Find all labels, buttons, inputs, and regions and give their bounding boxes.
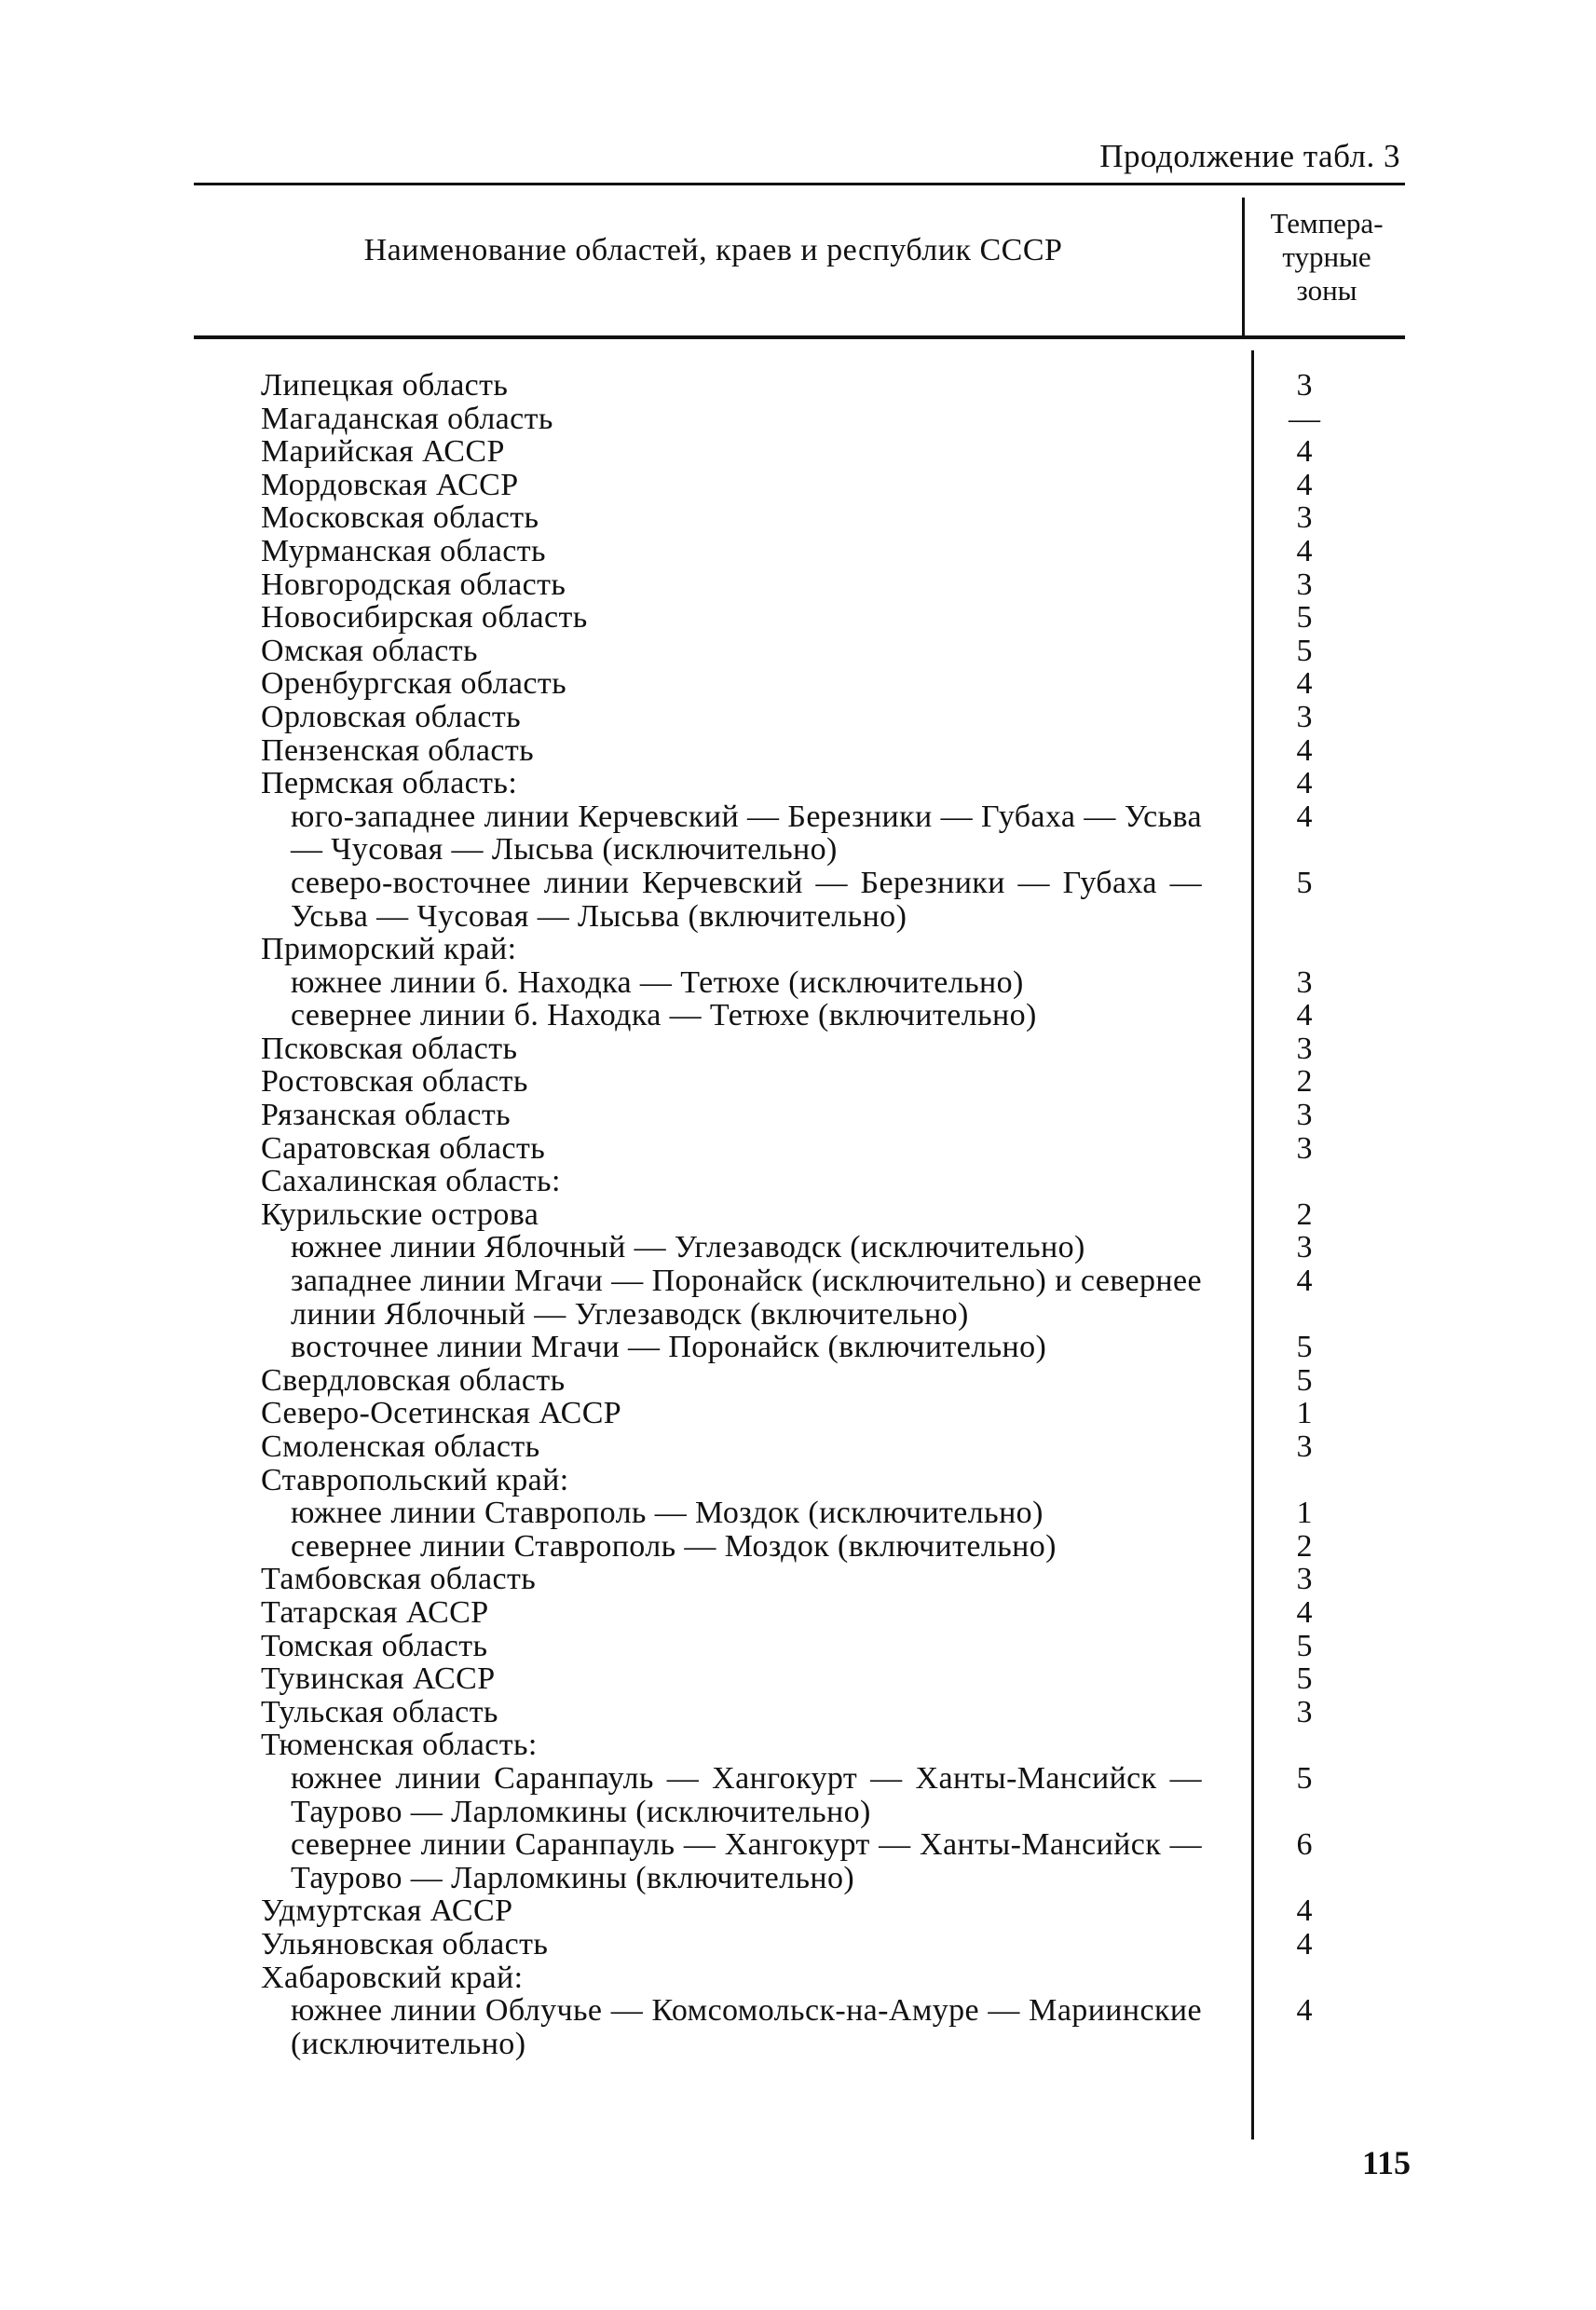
temperature-zone: 4 bbox=[1296, 467, 1313, 502]
temperature-zone: 4 bbox=[1296, 1264, 1313, 1299]
region-name: южнее линии Яблочный — Углезаводск (исключительно) bbox=[291, 1230, 1085, 1265]
table-row bbox=[261, 999, 1405, 1032]
temperature-zone: 3 bbox=[1296, 368, 1313, 403]
region-name: южнее линии Облучье — Комсомольск-на-Амуре — Мариинские (исключительно) bbox=[291, 1993, 1202, 2061]
region-name: Новгородская область bbox=[261, 567, 566, 602]
table-row bbox=[261, 1994, 1405, 2060]
table-row bbox=[261, 1331, 1405, 1364]
temperature-zone: 5 bbox=[1296, 1628, 1313, 1663]
table-row bbox=[261, 1961, 1405, 1995]
temperature-zone: 3 bbox=[1296, 964, 1313, 1000]
temperature-zone: 2 bbox=[1296, 1064, 1313, 1100]
table-row bbox=[261, 1662, 1405, 1696]
region-name: южнее линии б. Находка — Тетюхе (исключительно) bbox=[291, 964, 1024, 1000]
region-name: южнее линии Саранпауль — Хангокурт — Ханты-Мансийск — Таурово — Ларломкины (исключительно) bbox=[291, 1760, 1202, 1829]
temperature-zone: 4 bbox=[1296, 1893, 1313, 1929]
table-row bbox=[261, 635, 1405, 668]
temperature-zone: 3 bbox=[1296, 1031, 1313, 1066]
region-name: Мурманская область bbox=[261, 533, 546, 568]
region-name: Ростовская область bbox=[261, 1064, 528, 1100]
region-name: Саратовская область bbox=[261, 1130, 546, 1166]
table-row bbox=[261, 369, 1405, 403]
region-name: Рязанская область bbox=[261, 1098, 512, 1133]
temperature-zone: 3 bbox=[1296, 1130, 1313, 1166]
temperature-zone: 4 bbox=[1296, 666, 1313, 702]
region-name: Сахалинская область: bbox=[261, 1164, 561, 1199]
region-name: Приморский край: bbox=[261, 932, 517, 967]
region-name: Ставропольский край: bbox=[261, 1462, 569, 1497]
column-header-name: Наименование областей, краев и республик СССР bbox=[363, 233, 1063, 267]
temperature-zone: 4 bbox=[1296, 1926, 1313, 1961]
temperature-zone: 4 bbox=[1296, 998, 1313, 1033]
region-name: севернее линии б. Находка — Тетюхе (включительно) bbox=[291, 998, 1037, 1033]
temperature-zone: 4 bbox=[1296, 533, 1313, 568]
table-body bbox=[261, 369, 1405, 2060]
region-name: Татарская АССР bbox=[261, 1594, 489, 1630]
column-header-zone bbox=[1248, 207, 1405, 308]
temperature-zone: 4 bbox=[1296, 732, 1313, 768]
region-name: Тамбовская область bbox=[261, 1562, 537, 1597]
temperature-zone: 5 bbox=[1296, 865, 1313, 900]
table-row bbox=[261, 1032, 1405, 1066]
region-name: Ульяновская область bbox=[261, 1926, 549, 1961]
temperature-zone: 4 bbox=[1296, 766, 1313, 801]
temperature-zone: — bbox=[1289, 401, 1320, 436]
table-row bbox=[261, 403, 1405, 436]
region-name: Хабаровский край: bbox=[261, 1960, 524, 1995]
table-row bbox=[261, 469, 1405, 502]
temperature-zone: 5 bbox=[1296, 600, 1313, 636]
region-name: Магаданская область bbox=[261, 401, 553, 436]
region-name: Северо-Осетинская АССР bbox=[261, 1396, 622, 1431]
table-row bbox=[261, 1894, 1405, 1928]
temperature-zone: 5 bbox=[1296, 1760, 1313, 1796]
table-row bbox=[261, 1165, 1405, 1198]
table-row bbox=[261, 1430, 1405, 1464]
region-name: Псковская область bbox=[261, 1031, 518, 1066]
table-row bbox=[261, 1497, 1405, 1530]
region-name: Пермская область: bbox=[261, 766, 518, 801]
table-row bbox=[261, 800, 1405, 867]
table-row bbox=[261, 1264, 1405, 1331]
region-name: Курильские острова bbox=[261, 1196, 539, 1232]
table-row bbox=[261, 1397, 1405, 1430]
region-name: Липецкая область bbox=[261, 368, 509, 403]
region-name: Смоленская область bbox=[261, 1429, 540, 1464]
table-row bbox=[261, 667, 1405, 701]
temperature-zone: 3 bbox=[1296, 1230, 1313, 1265]
region-name: Мордовская АССР bbox=[261, 467, 519, 502]
header-column-divider bbox=[1242, 198, 1245, 337]
temperature-zone: 3 bbox=[1296, 699, 1313, 734]
table-row bbox=[261, 601, 1405, 635]
temperature-zone: 1 bbox=[1296, 1396, 1313, 1431]
table-row bbox=[261, 1132, 1405, 1166]
table-row bbox=[261, 1762, 1405, 1828]
region-name: Удмуртская АССР bbox=[261, 1893, 513, 1929]
region-name: Московская область bbox=[261, 500, 539, 536]
table-row bbox=[261, 767, 1405, 800]
region-name: Пензенская область bbox=[261, 732, 535, 768]
temperature-zone: 4 bbox=[1296, 434, 1313, 470]
region-name: южнее линии Ставрополь — Моздок (исключительно) bbox=[291, 1496, 1044, 1531]
temperature-zone: 5 bbox=[1296, 1330, 1313, 1365]
region-name: Омская область bbox=[261, 633, 478, 668]
temperature-zone: 3 bbox=[1296, 567, 1313, 602]
region-name: севернее линии Ставрополь — Моздок (включительно) bbox=[291, 1528, 1057, 1564]
temperature-zone: 2 bbox=[1296, 1196, 1313, 1232]
table-row bbox=[261, 435, 1405, 469]
table-row bbox=[261, 1828, 1405, 1894]
temperature-zone: 4 bbox=[1296, 1594, 1313, 1630]
table-row bbox=[261, 1596, 1405, 1630]
region-name: Тюменская область: bbox=[261, 1728, 538, 1763]
table-row bbox=[261, 1729, 1405, 1762]
temperature-zone: 3 bbox=[1296, 1562, 1313, 1597]
table-row bbox=[261, 568, 1405, 602]
temperature-zone: 4 bbox=[1296, 799, 1313, 834]
region-name: западнее линии Мгачи — Поронайск (исключительно) и севернее линии Яблочный — Углезаводск (включительно) bbox=[291, 1264, 1202, 1332]
table-row bbox=[261, 1928, 1405, 1961]
temperature-zone: 3 bbox=[1296, 1098, 1313, 1133]
table-row bbox=[261, 1364, 1405, 1398]
table-caption: Продолжение табл. 3 bbox=[1099, 138, 1400, 174]
temperature-zone: 5 bbox=[1296, 1661, 1313, 1697]
table-row bbox=[261, 1065, 1405, 1099]
table-row bbox=[261, 1630, 1405, 1663]
column-header-zone-text: Темпера- турные зоны bbox=[1270, 207, 1384, 307]
temperature-zone: 3 bbox=[1296, 500, 1313, 536]
temperature-zone: 3 bbox=[1296, 1694, 1313, 1729]
temperature-zone: 3 bbox=[1296, 1429, 1313, 1464]
region-name: Тувинская АССР bbox=[261, 1661, 496, 1697]
region-name: Томская область bbox=[261, 1628, 488, 1663]
table-row bbox=[261, 1696, 1405, 1729]
table-row bbox=[261, 501, 1405, 535]
region-name: Орловская область bbox=[261, 699, 522, 734]
table-row bbox=[261, 1198, 1405, 1232]
region-name: Марийская АССР bbox=[261, 434, 505, 470]
region-name: севернее линии Саранпауль — Хангокурт — Ханты-Мансийск — Таурово — Ларломкины (включительно) bbox=[291, 1827, 1202, 1895]
region-name: Свердловская область bbox=[261, 1362, 566, 1398]
table-row bbox=[261, 1231, 1405, 1264]
region-name: юго-западнее линии Керчевский — Березники — Губаха — Усьва — Чусовая — Лысьва (исключительно) bbox=[291, 799, 1202, 868]
region-name: Тульская область bbox=[261, 1694, 498, 1729]
temperature-zone: 2 bbox=[1296, 1528, 1313, 1564]
table-row bbox=[261, 1530, 1405, 1564]
table-row bbox=[261, 701, 1405, 734]
temperature-zone: 4 bbox=[1296, 1993, 1313, 2029]
temperature-zone: 5 bbox=[1296, 633, 1313, 668]
region-name: восточнее линии Мгачи — Поронайск (включительно) bbox=[291, 1330, 1047, 1365]
header-rule bbox=[194, 335, 1405, 339]
top-rule bbox=[194, 183, 1405, 185]
region-name: Оренбургская область bbox=[261, 666, 567, 702]
table-row bbox=[261, 933, 1405, 966]
table-row bbox=[261, 966, 1405, 1000]
table-row bbox=[261, 1464, 1405, 1497]
table-row bbox=[261, 867, 1405, 933]
region-name: Новосибирская область bbox=[261, 600, 588, 636]
table-row bbox=[261, 734, 1405, 768]
table-row bbox=[261, 535, 1405, 568]
region-name: северо-восточнее линии Керчевский — Березники — Губаха — Усьва — Чусовая — Лысьва (включительно) bbox=[291, 865, 1202, 934]
page-number: 115 bbox=[1362, 2144, 1412, 2181]
table-row bbox=[261, 1099, 1405, 1132]
temperature-zone: 5 bbox=[1296, 1362, 1313, 1398]
temperature-zone: 1 bbox=[1296, 1496, 1313, 1531]
table-row bbox=[261, 1563, 1405, 1596]
temperature-zone: 6 bbox=[1296, 1827, 1313, 1863]
